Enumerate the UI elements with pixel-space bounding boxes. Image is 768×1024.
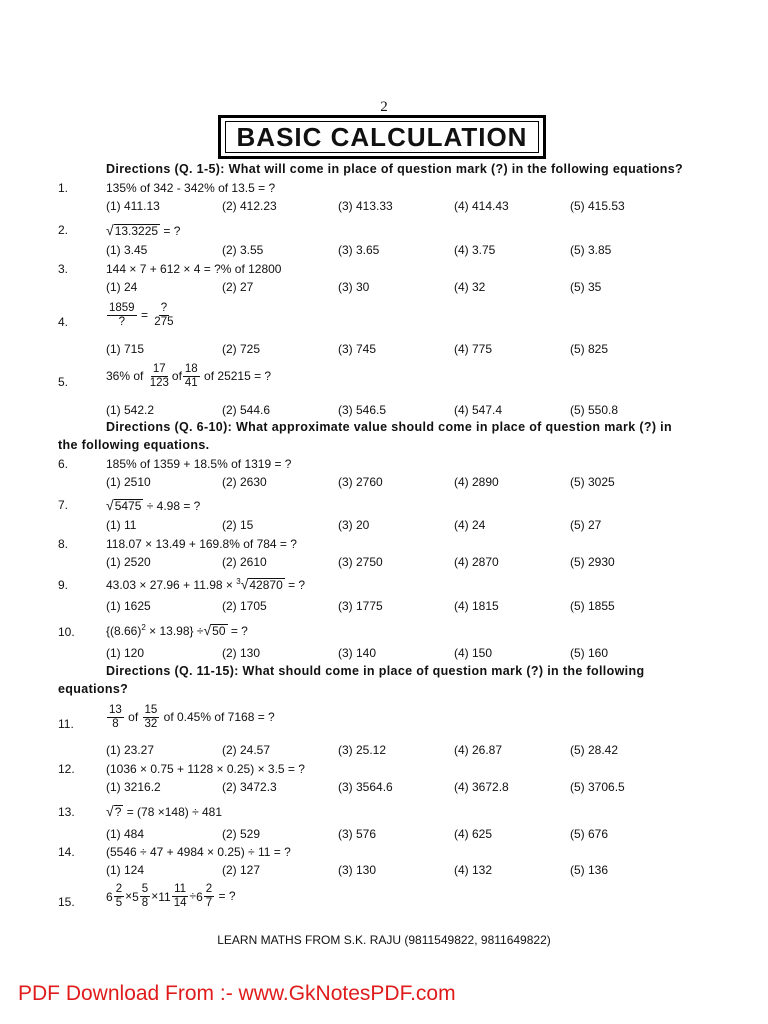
option-2: (2) 2610: [222, 555, 267, 569]
question-text: [106, 302, 176, 329]
option-5: (5) 2930: [570, 555, 615, 569]
option-3: (3) 3564.6: [338, 780, 393, 794]
option-2: (2) 1705: [222, 599, 267, 613]
option-3: (3) 30: [338, 280, 370, 294]
option-1: (1) 2510: [106, 475, 151, 489]
option-2: (2) 725: [222, 342, 261, 356]
option-5: (5) 3706.5: [570, 780, 625, 794]
option-4: (4) 1815: [454, 599, 499, 613]
fraction: $\frac{1859}{?}$: [109, 302, 135, 329]
option-2: (2) 529: [222, 827, 261, 841]
option-5: (5) 3.85: [570, 243, 612, 257]
question-text: 6 $\frac{2}{5}$ × 5 $\frac{5}{8}$ × 11 $\frac{11}{14}$ ÷ 6 $\frac{2}{7}$ = ?: [106, 883, 236, 910]
option-4: (4) 132: [454, 863, 493, 877]
option-5: (5) 676: [570, 827, 609, 841]
option-2: (2) 27: [222, 280, 254, 294]
option-4: (4) 547.4: [454, 403, 503, 417]
option-1: (1) 411.13: [106, 199, 160, 213]
question-number: 8.: [58, 537, 69, 551]
option-4: (4) 2870: [454, 555, 499, 569]
question-text: 43.03 × 27.96 + 11.98 × $^3$√42870 = ?: [106, 576, 306, 592]
option-4: (4) 24: [454, 518, 486, 532]
option-5: (5) 1855: [570, 599, 615, 613]
option-1: (1) 2520: [106, 555, 151, 569]
question-text: √? = (78 ×148) ÷ 481: [106, 803, 223, 819]
radicand: ?: [114, 805, 122, 819]
option-4: (4) 775: [454, 342, 493, 356]
fraction: $\frac{17}{123}$: [149, 363, 169, 390]
option-2: (2) 3.55: [222, 243, 264, 257]
footer-credit: LEARN MATHS FROM S.K. RAJU (9811549822, 9811649822): [217, 933, 551, 947]
page-number: 2: [380, 99, 388, 115]
option-5: (5) 550.8: [570, 403, 619, 417]
option-1: (1) 23.27: [106, 743, 155, 757]
option-5: (5) 35: [570, 280, 602, 294]
question-text: $\frac{13}{8}$ of $\frac{15}{32}$ of 0.45% of 7168 = ?: [109, 704, 275, 731]
download-banner-link[interactable]: PDF Download From :- www.GkNotesPDF.com: [18, 982, 456, 1005]
directions-q11-15: Directions (Q. 11-15): What should come in place of question mark (?) in the following: [106, 664, 645, 678]
option-3: (3) 2760: [338, 475, 383, 489]
question-text: (5546 ÷ 47 + 4984 × 0.25) ÷ 11 = ?: [106, 845, 291, 859]
question-number: 5.: [58, 375, 69, 389]
question-number: 15.: [58, 895, 75, 909]
sqrt-icon: √: [106, 497, 114, 513]
option-2: (2) 544.6: [222, 403, 271, 417]
question-text: 135% of 342 - 342% of 13.5 = ?: [106, 181, 276, 195]
option-2: (2) 130: [222, 646, 261, 660]
option-5: (5) 136: [570, 863, 609, 877]
question-number: 10.: [58, 625, 75, 639]
radicand: 42870: [249, 578, 283, 592]
question-suffix: ÷ 4.98 = ?: [143, 499, 201, 513]
option-1: (1) 715: [106, 342, 145, 356]
option-4: (4) 150: [454, 646, 493, 660]
option-3: (3) 25.12: [338, 743, 387, 757]
option-4: (4) 2890: [454, 475, 499, 489]
option-1: (1) 120: [106, 646, 145, 660]
option-2: (2) 3472.3: [222, 780, 277, 794]
question-number: 4.: [58, 315, 69, 329]
fraction: $\frac{13}{8}$: [109, 704, 122, 731]
directions-q11-15-cont: equations?: [58, 682, 129, 696]
option-5: (5) 825: [570, 342, 609, 356]
question-number: 1.: [58, 181, 69, 195]
mixed-number: 11 $\frac{11}{14}$: [158, 883, 187, 910]
question-text: 185% of 1359 + 18.5% of 1319 = ?: [106, 457, 292, 471]
sqrt-icon: √: [106, 222, 114, 238]
title-box: [218, 115, 546, 159]
option-2: (2) 412.23: [222, 199, 277, 213]
option-1: (1) 24: [106, 280, 138, 294]
option-3: (3) 745: [338, 342, 377, 356]
option-4: (4) 32: [454, 280, 486, 294]
question-number: 9.: [58, 578, 69, 592]
root-index: 3: [236, 577, 241, 586]
question-number: 11.: [58, 717, 74, 731]
mixed-number: 5 $\frac{5}{8}$: [132, 883, 149, 910]
option-3: (3) 140: [338, 646, 377, 660]
question-text: [106, 497, 200, 513]
option-1: (1) 542.2: [106, 403, 155, 417]
question-number: 14.: [58, 845, 75, 859]
sqrt-icon: √: [203, 622, 212, 638]
question-text: $\{(8.66)^2 \times 13.98\} \div√50$ = ?: [106, 622, 248, 638]
option-5: (5) 3025: [570, 475, 615, 489]
fraction: $\frac{18}{41}$: [184, 363, 198, 390]
option-4: (4) 3672.8: [454, 780, 509, 794]
fraction: $\frac{?}{275}$: [154, 302, 174, 329]
option-1: (1) 3216.2: [106, 780, 161, 794]
question-number: 2.: [58, 223, 69, 237]
option-3: (3) 20: [338, 518, 370, 532]
directions-q6-10-cont: the following equations.: [58, 438, 210, 452]
question-number: 13.: [58, 805, 75, 819]
option-1: (1) 3.45: [106, 243, 148, 257]
option-4: (4) 414.43: [454, 199, 509, 213]
option-5: (5) 415.53: [570, 199, 625, 213]
option-4: (4) 26.87: [454, 743, 503, 757]
equals-sign: =: [140, 307, 148, 322]
cube-root-icon: √: [240, 576, 249, 592]
question-text: 144 × 7 + 612 × 4 = ?% of 12800: [106, 262, 282, 276]
question-suffix: = ?: [160, 224, 181, 238]
question-text: 36% of $\frac{17}{123}$ of $\frac{18}{41}$ of 25215 = ?: [106, 363, 272, 390]
option-3: (3) 546.5: [338, 403, 387, 417]
option-2: (2) 15: [222, 518, 254, 532]
option-3: (3) 3.65: [338, 243, 380, 257]
option-2: (2) 127: [222, 863, 261, 877]
option-3: (3) 1775: [338, 599, 383, 613]
option-1: (1) 11: [106, 518, 137, 532]
mixed-number: 6 $\frac{2}{7}$: [196, 883, 213, 910]
sqrt-icon: √: [106, 803, 114, 819]
option-3: (3) 2750: [338, 555, 383, 569]
option-4: (4) 3.75: [454, 243, 496, 257]
question-number: 7.: [58, 498, 69, 512]
option-5: (5) 28.42: [570, 743, 619, 757]
option-3: (3) 413.33: [338, 199, 393, 213]
directions-q1-5: Directions (Q. 1-5): What will come in place of question mark (?) in the following equations?: [106, 162, 684, 176]
option-3: (3) 576: [338, 827, 377, 841]
question-number: 12.: [58, 762, 75, 776]
fraction: $\frac{15}{32}$: [144, 704, 158, 731]
option-5: (5) 160: [570, 646, 609, 660]
exponent: 2: [141, 623, 146, 632]
question-text: (1036 × 0.75 + 1128 × 0.25) × 3.5 = ?: [106, 762, 305, 776]
question-text: 118.07 × 13.49 + 169.8% of 784 = ?: [106, 537, 297, 551]
question-number: 3.: [58, 262, 69, 276]
option-2: (2) 2630: [222, 475, 267, 489]
option-3: (3) 130: [338, 863, 377, 877]
option-1: (1) 484: [106, 827, 145, 841]
radicand: 5475: [114, 499, 142, 513]
page-title: BASIC CALCULATION: [225, 121, 539, 153]
option-5: (5) 27: [570, 518, 602, 532]
option-4: (4) 625: [454, 827, 493, 841]
radicand: 50: [212, 624, 226, 638]
question-text: [106, 222, 180, 238]
option-1: (1) 124: [106, 863, 145, 877]
mixed-number: 6 $\frac{2}{5}$: [106, 883, 123, 910]
option-2: (2) 24.57: [222, 743, 271, 757]
directions-q6-10: Directions (Q. 6-10): What approximate value should come in place of question mark (?) in: [106, 420, 672, 434]
option-1: (1) 1625: [106, 599, 151, 613]
radicand: 13.3225: [114, 224, 159, 238]
question-number: 6.: [58, 457, 69, 471]
